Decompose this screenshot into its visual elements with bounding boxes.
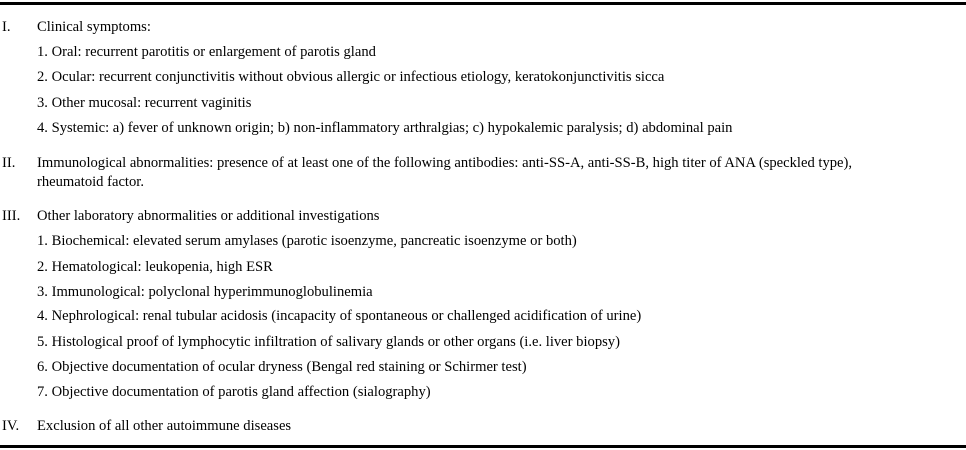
section-2-numeral: II.	[2, 155, 16, 171]
section-3-item-5: 5. Histological proof of lymphocytic infiltration of salivary glands or other organs (i.e. liver biopsy)	[37, 334, 620, 350]
section-4-numeral: IV.	[2, 418, 20, 434]
section-3-heading: Other laboratory abnormalities or additional investigations	[37, 208, 380, 224]
section-2-heading-continued: rheumatoid factor.	[37, 174, 144, 190]
section-3-item-1: 1. Biochemical: elevated serum amylases (parotic isoenzyme, pancreatic isoenzyme or both)	[37, 233, 577, 249]
section-1-item-4: 4. Systemic: a) fever of unknown origin; b) non-inflammatory arthralgias; c) hypokalemic paralysis; d) abdominal pain	[37, 120, 733, 136]
section-3-item-4: 4. Nephrological: renal tubular acidosis (incapacity of spontaneous or challenged acidification of urine)	[37, 308, 642, 324]
section-1-numeral: I.	[2, 19, 11, 35]
section-3-item-2: 2. Hematological: leukopenia, high ESR	[37, 259, 273, 275]
section-3-numeral: III.	[2, 208, 21, 224]
section-1-heading: Clinical symptoms:	[37, 19, 151, 35]
section-4-heading: Exclusion of all other autoimmune diseases	[37, 418, 292, 434]
bottom-rule	[0, 445, 966, 448]
section-2-heading: Immunological abnormalities: presence of at least one of the following antibodies: anti-SS-A, anti-SS-B, high titer of ANA (speckled type),	[37, 155, 853, 171]
top-rule	[0, 2, 966, 5]
section-3-item-3: 3. Immunological: polyclonal hyperimmunoglobulinemia	[37, 284, 373, 300]
section-3-item-7: 7. Objective documentation of parotis gland affection (sialography)	[37, 384, 431, 400]
section-3-item-6: 6. Objective documentation of ocular dryness (Bengal red staining or Schirmer test)	[37, 359, 527, 375]
section-1-item-1: 1. Oral: recurrent parotitis or enlargement of parotis gland	[37, 44, 376, 60]
section-1-item-2: 2. Ocular: recurrent conjunctivitis without obvious allergic or infectious etiology, keratokonjunctivitis sicca	[37, 69, 665, 85]
section-1-item-3: 3. Other mucosal: recurrent vaginitis	[37, 95, 252, 111]
